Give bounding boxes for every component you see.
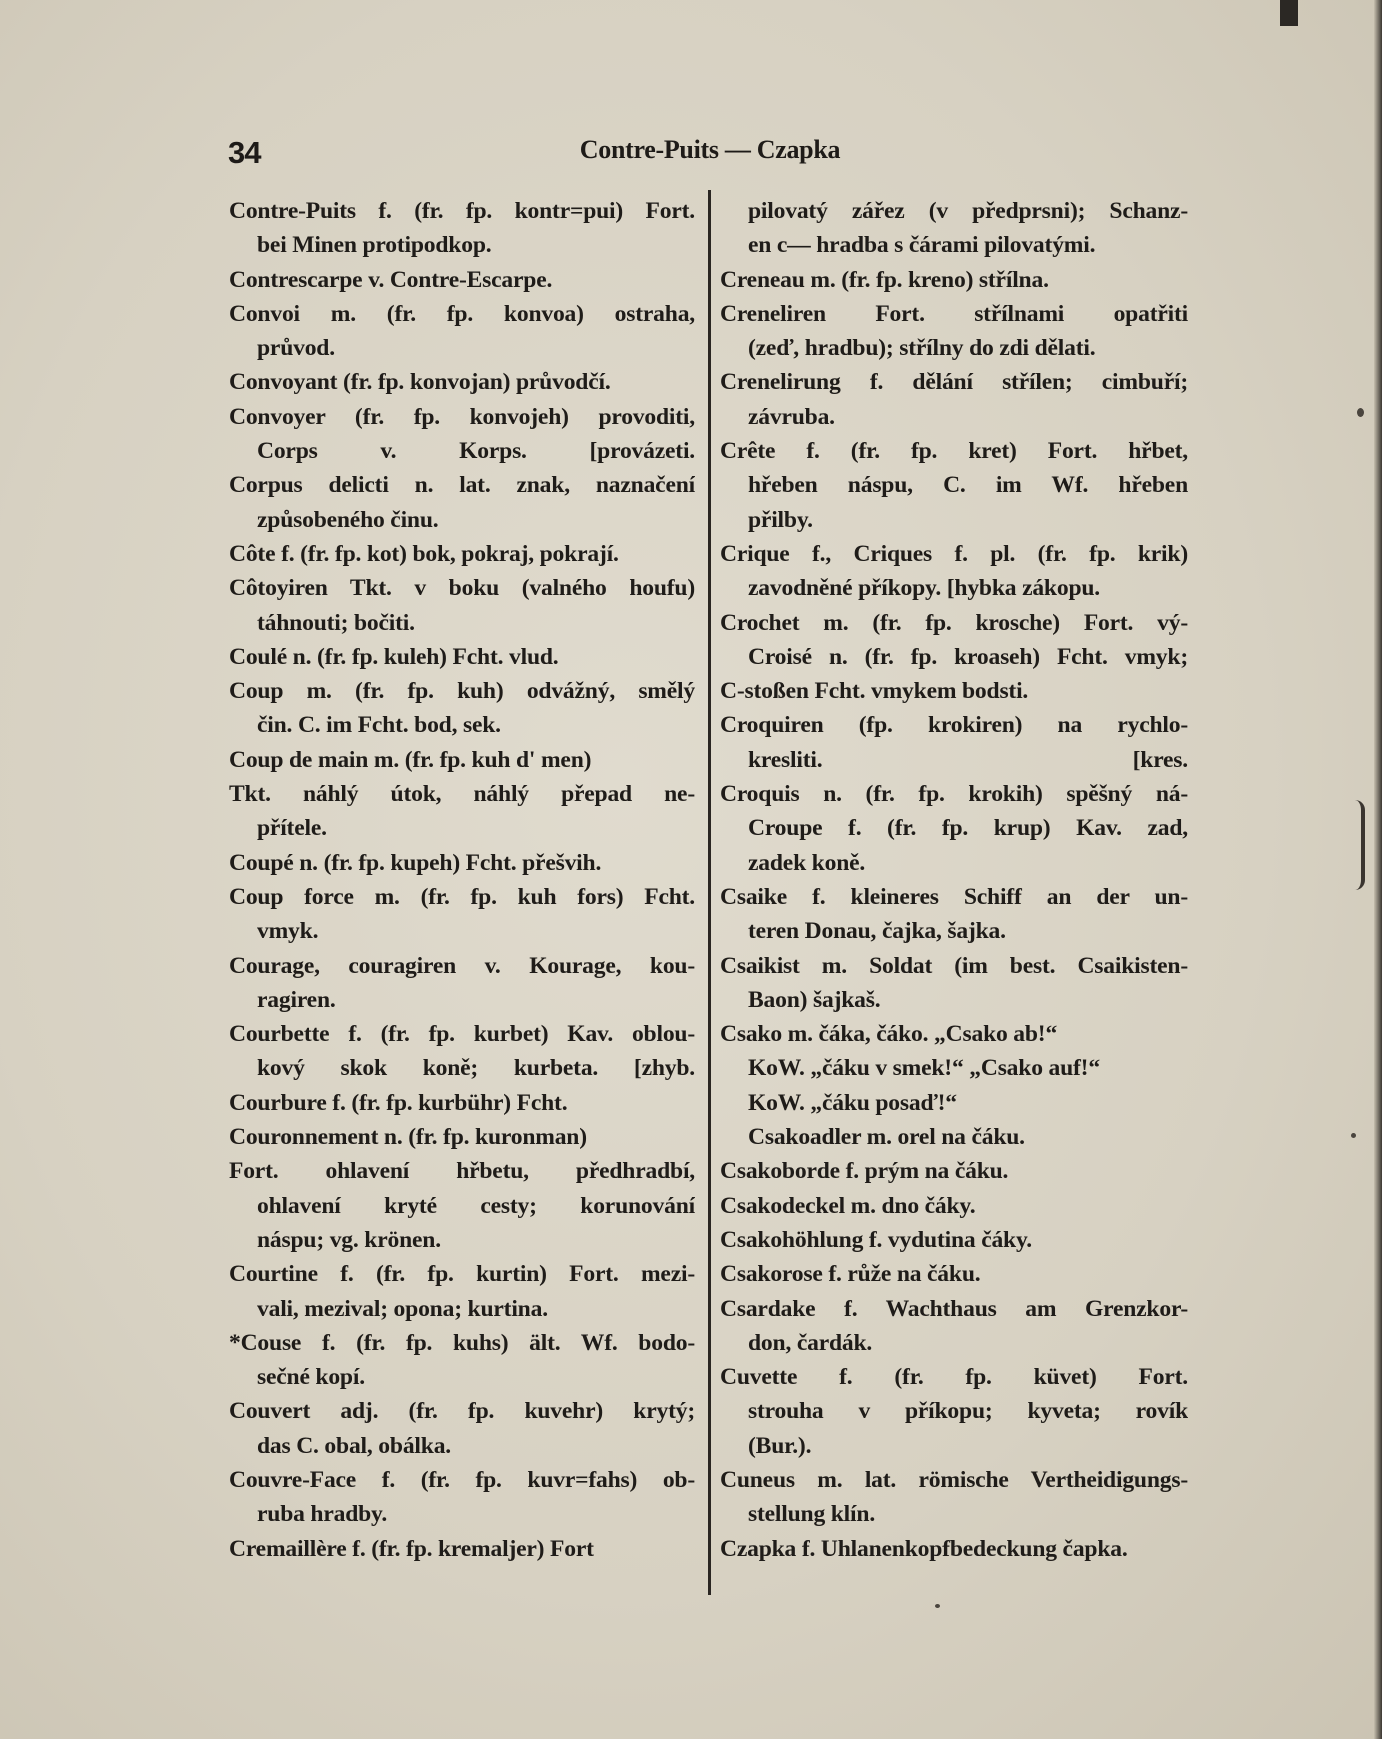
dictionary-line: Crique f., Criques f. pl. (fr. fp. krik)	[720, 540, 1188, 567]
dictionary-line: Cuvette f. (fr. fp. küvet) Fort.	[720, 1364, 1188, 1391]
dictionary-line: strouha v příkopu; kyveta; rovík	[748, 1398, 1188, 1425]
dictionary-line: pilovatý zářez (v předprsni); Schanz-	[748, 198, 1188, 224]
dictionary-line: Coup de main m. (fr. fp. kuh d' men)	[229, 746, 592, 773]
dictionary-line: *Couse f. (fr. fp. kuhs) ält. Wf. bodo-	[229, 1329, 695, 1356]
dictionary-line: Convoyant (fr. fp. konvojan) průvodčí.	[229, 369, 611, 396]
dictionary-line: Convoi m. (fr. fp. konvoa) ostraha,	[229, 300, 695, 327]
dictionary-line: Coup force m. (fr. fp. kuh fors) Fcht.	[229, 883, 695, 910]
dictionary-line: sečné kopí.	[257, 1364, 365, 1391]
dictionary-line: kový skok koně; kurbeta. [zhyb.	[257, 1055, 695, 1082]
dictionary-line: Contre-Puits f. (fr. fp. kontr=pui) Fort.	[229, 198, 695, 224]
dictionary-line: Csardake f. Wachthaus am Grenzkor-	[720, 1295, 1188, 1322]
dictionary-line: vali, mezival; opona; kurtina.	[257, 1295, 548, 1322]
ink-speck	[1351, 1133, 1356, 1138]
ink-speck	[935, 1604, 940, 1608]
dictionary-line: Côtoyiren Tkt. v boku (valného houfu)	[229, 575, 695, 602]
dictionary-line: don, čardák.	[748, 1329, 873, 1356]
dictionary-line: Croquis n. (fr. fp. krokih) spěšný ná-	[720, 781, 1188, 808]
dictionary-line: Csakorose f. růže na čáku.	[720, 1261, 981, 1288]
dictionary-line: přilby.	[748, 506, 813, 533]
dictionary-line: Csakoadler m. orel na čáku.	[748, 1124, 1025, 1151]
dictionary-line: přítele.	[257, 815, 327, 842]
dictionary-line: Csaike f. kleineres Schiff an der un-	[720, 883, 1188, 910]
dictionary-line: Côte f. (fr. fp. kot) bok, pokraj, pokrají.	[229, 540, 619, 567]
dictionary-line: Couvert adj. (fr. fp. kuvehr) krytý;	[229, 1398, 695, 1425]
dictionary-line: Courage, couragiren v. Kourage, kou-	[229, 952, 695, 979]
dictionary-line: Coup m. (fr. fp. kuh) odvážný, smělý	[229, 678, 695, 705]
dictionary-line: KoW. „čáku posaď!“	[748, 1089, 957, 1116]
dictionary-line: Courbette f. (fr. fp. kurbet) Kav. oblou-	[229, 1021, 695, 1048]
dictionary-line: čin. C. im Fcht. bod, sek.	[257, 712, 501, 739]
margin-bracket-mark	[1355, 800, 1365, 890]
dictionary-line: táhnouti; bočiti.	[257, 609, 415, 636]
corner-ink-mark	[1280, 0, 1298, 26]
left-column	[229, 194, 695, 1566]
dictionary-line: vmyk.	[257, 918, 319, 945]
dictionary-line: ohlavení kryté cesty; korunování	[257, 1192, 695, 1219]
dictionary-line: bei Minen protipodkop.	[257, 232, 492, 259]
dictionary-line: Creneliren Fort. střílnami opatřiti	[720, 300, 1188, 327]
dictionary-line: Csako m. čáka, čáko. „Csako ab!“	[720, 1021, 1058, 1048]
dictionary-line: Croupe f. (fr. fp. krup) Kav. zad,	[748, 815, 1188, 842]
dictionary-line: Convoyer (fr. fp. konvojeh) provoditi,	[229, 403, 695, 430]
dictionary-line: Cuneus m. lat. römische Vertheidigungs-	[720, 1466, 1188, 1493]
dictionary-line: KoW. „čáku v smek!“ „Csako auf!“	[748, 1055, 1100, 1082]
dictionary-line: Contrescarpe v. Contre-Escarpe.	[229, 266, 553, 293]
dictionary-line: Csaikist m. Soldat (im best. Csaikisten-	[720, 952, 1188, 979]
dictionary-line: zadek koně.	[748, 849, 866, 876]
dictionary-line: Csakoborde f. prým na čáku.	[720, 1158, 1009, 1185]
dictionary-line: hřeben náspu, C. im Wf. hřeben	[748, 472, 1188, 499]
ink-speck	[1357, 408, 1364, 417]
dictionary-line: Csakohöhlung f. vydutina čáky.	[720, 1226, 1032, 1253]
dictionary-line: Fort. ohlavení hřbetu, předhradbí,	[229, 1158, 695, 1185]
dictionary-line: Czapka f. Uhlanenkopfbedeckung čapka.	[720, 1535, 1128, 1562]
dictionary-line: Cremaillère f. (fr. fp. kremaljer) Fort	[229, 1535, 594, 1562]
dictionary-line: kresliti. [kres.	[748, 746, 1188, 773]
dictionary-line: Crête f. (fr. fp. kret) Fort. hřbet,	[720, 438, 1188, 465]
dictionary-line: Couvre-Face f. (fr. fp. kuvr=fahs) ob-	[229, 1466, 695, 1493]
dictionary-line: stellung klín.	[748, 1501, 876, 1528]
dictionary-line: C-stoßen Fcht. vmykem bodsti.	[720, 678, 1029, 705]
dictionary-line: Courbure f. (fr. fp. kurbühr) Fcht.	[229, 1089, 568, 1116]
dictionary-line: das C. obal, obálka.	[257, 1432, 451, 1459]
page-number: 34	[228, 135, 261, 170]
dictionary-line: závruba.	[748, 403, 835, 430]
dictionary-line: Corpus delicti n. lat. znak, naznačení	[229, 472, 695, 499]
dictionary-line: (zeď, hradbu); střílny do zdi dělati.	[748, 335, 1096, 362]
dictionary-line: Coupé n. (fr. fp. kupeh) Fcht. přešvih.	[229, 849, 602, 876]
dictionary-line: Corps v. Korps. [provázeti.	[257, 438, 695, 465]
column-divider	[708, 190, 711, 1595]
dictionary-line: zavodněné příkopy. [hybka zákopu.	[748, 575, 1100, 602]
dictionary-line: Crenelirung f. dělání střílen; cimbuří;	[720, 369, 1188, 396]
dictionary-line: ragiren.	[257, 986, 336, 1013]
dictionary-line: ruba hradby.	[257, 1501, 388, 1528]
dictionary-line: Couronnement n. (fr. fp. kuronman)	[229, 1124, 587, 1151]
dictionary-line: Croisé n. (fr. fp. kroaseh) Fcht. vmyk;	[748, 643, 1188, 670]
dictionary-line: Coulé n. (fr. fp. kuleh) Fcht. vlud.	[229, 643, 559, 670]
page-edge-shadow	[1374, 0, 1382, 1739]
dictionary-line: Croquiren (fp. krokiren) na rychlo-	[720, 712, 1188, 739]
dictionary-line: teren Donau, čajka, šajka.	[748, 918, 1006, 945]
dictionary-line: Creneau m. (fr. fp. kreno) střílna.	[720, 266, 1049, 293]
dictionary-line: Csakodeckel m. dno čáky.	[720, 1192, 976, 1219]
dictionary-line: Tkt. náhlý útok, náhlý přepad ne-	[229, 781, 695, 808]
dictionary-line: Baon) šajkaš.	[748, 986, 881, 1013]
dictionary-line: Courtine f. (fr. fp. kurtin) Fort. mezi-	[229, 1261, 695, 1288]
dictionary-line: en c— hradba s čárami pilovatými.	[748, 232, 1096, 259]
running-title: Contre-Puits — Czapka	[579, 135, 841, 164]
dictionary-line: (Bur.).	[748, 1432, 812, 1459]
right-column	[720, 194, 1188, 1566]
dictionary-line: způsobeného činu.	[257, 506, 439, 533]
dictionary-line: Crochet m. (fr. fp. krosche) Fort. vý-	[720, 609, 1188, 636]
dictionary-line: náspu; vg. krönen.	[257, 1226, 441, 1253]
dictionary-line: průvod.	[257, 335, 335, 362]
